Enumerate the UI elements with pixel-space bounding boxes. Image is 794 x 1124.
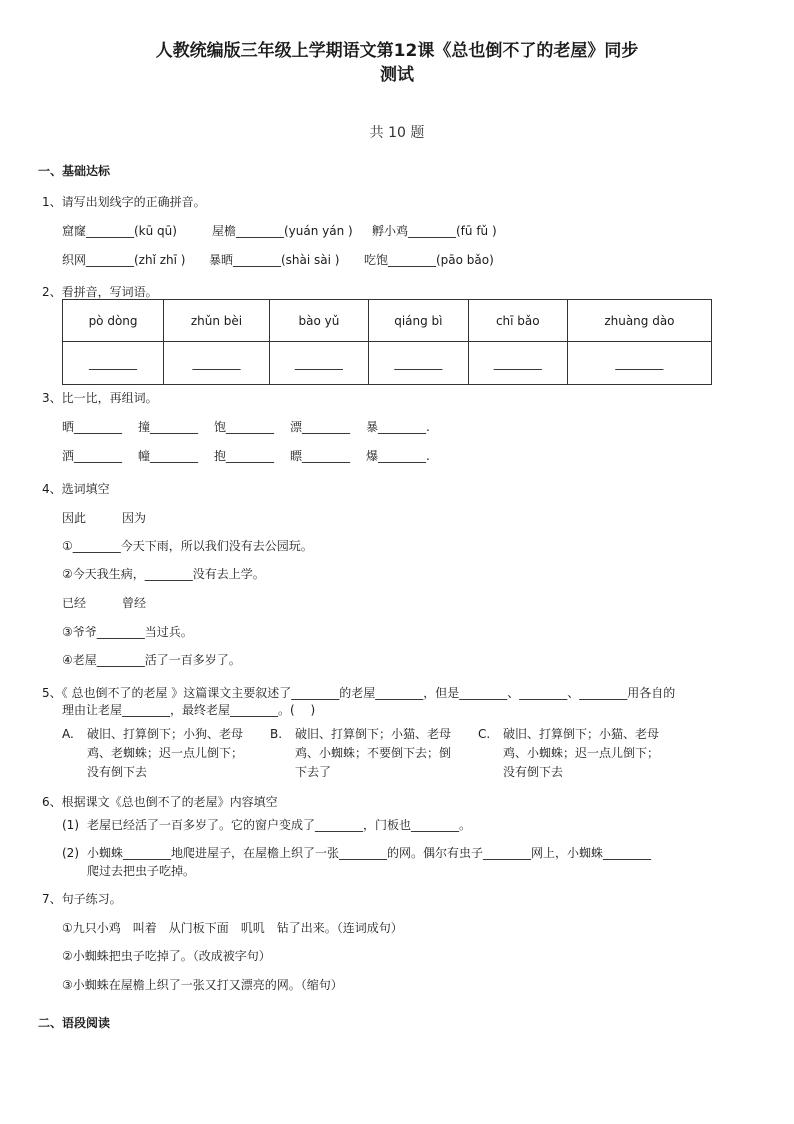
q1-item: 窟窿________(kū qū): [62, 224, 177, 238]
option-c-text: 鸡、小蜘蛛；迟一点儿倒下；: [503, 746, 660, 760]
pinyin-cell: chī bǎo: [468, 300, 567, 342]
option-c-text: 破旧、打算倒下；小猫、老母: [503, 727, 660, 741]
answer-blank[interactable]: ________: [567, 342, 711, 385]
q7-sentence: ①九只小鸡 叫着 从门板下面 叽叽 钻了出来。（连词成句）: [62, 921, 403, 935]
answer-blank[interactable]: ________: [468, 342, 567, 385]
page-title-line2: 测试: [380, 65, 414, 85]
pinyin-cell: qiáng bì: [368, 300, 468, 342]
q6-item-text: 老屋已经活了一百多岁了。它的窗户变成了________，门板也________。: [87, 818, 472, 832]
q1-stem: 1、请写出划线字的正确拼音。: [42, 195, 206, 209]
pinyin-cell: zhǔn bèi: [164, 300, 270, 342]
q7-sentence: ③小蜘蛛在屋檐上织了一张又打又漂亮的网。（缩句）: [62, 978, 343, 992]
option-b-text: 鸡、小蜘蛛；不要倒下去；倒: [295, 746, 452, 760]
option-a-label[interactable]: A.: [62, 727, 74, 741]
q4-sentence: ①________今天下雨，所以我们没有去公园玩。: [62, 539, 313, 553]
option-c-text: 没有倒下去: [503, 765, 564, 779]
q3-item: 暴________.: [366, 420, 430, 434]
answer-blank[interactable]: ________: [63, 342, 164, 385]
option-b-text: 破旧、打算倒下；小猫、老母: [295, 727, 452, 741]
option-c-label[interactable]: C.: [478, 727, 491, 741]
q6-item-text: 爬过去把虫子吃掉。: [87, 864, 196, 878]
section-heading-basics: 一、基础达标: [38, 164, 111, 178]
q3-item: 瞟________: [290, 449, 351, 463]
page-title-line1: 人教统编版三年级上学期语文第12课《总也倒不了的老屋》同步: [155, 41, 639, 61]
q4-word-choices: 因此 因为: [62, 511, 147, 525]
q6-item-number: (2): [62, 846, 79, 860]
q4-sentence: ③爷爷________当过兵。: [62, 625, 193, 639]
q1-item: 屋檐________(yuán yán ): [212, 224, 353, 238]
q1-item: 孵小鸡________(fū fǔ ): [372, 224, 497, 238]
q4-sentence: ②今天我生病，________没有去上学。: [62, 567, 265, 581]
option-a-text: 没有倒下去: [87, 765, 148, 779]
pinyin-table: [62, 299, 712, 385]
q6-item-number: (1): [62, 818, 79, 832]
option-b-text: 下去了: [295, 765, 332, 779]
pinyin-cell: zhuàng dào: [567, 300, 711, 342]
q3-item: 幢________: [138, 449, 199, 463]
q3-item: 饱________: [214, 420, 275, 434]
answer-blank[interactable]: ________: [368, 342, 468, 385]
option-b-label[interactable]: B.: [270, 727, 283, 741]
q1-item: 吃饱________(pāo bǎo): [364, 253, 494, 267]
q7-sentence: ②小蜘蛛把虫子吃掉了。（改成被字句）: [62, 949, 271, 963]
q7-stem: 7、句子练习。: [42, 892, 122, 906]
option-a-text: 破旧、打算倒下；小狗、老母: [87, 727, 244, 741]
pinyin-cell: pò dòng: [63, 300, 164, 342]
answer-blank[interactable]: ________: [269, 342, 368, 385]
q6-stem: 6、根据课文《总也倒不了的老屋》内容填空: [42, 795, 278, 809]
q3-item: 撞________: [138, 420, 199, 434]
section-heading-reading: 二、语段阅读: [38, 1016, 111, 1030]
q3-item: 洒________: [62, 449, 123, 463]
q1-item: 织网________(zhǐ zhī ): [62, 253, 186, 267]
q3-item: 晒________: [62, 420, 123, 434]
q3-item: 漂________: [290, 420, 351, 434]
answer-blank[interactable]: ________: [164, 342, 270, 385]
q1-item: 暴晒________(shài sài ): [209, 253, 340, 267]
q5-stem-line1: 5、《 总也倒不了的老屋 》这篇课文主要叙述了________的老屋________，但是________、________、________用各自的: [42, 686, 676, 700]
q4-sentence: ④老屋________活了一百多岁了。: [62, 653, 241, 667]
question-count: 共 10 题: [369, 125, 425, 141]
q3-item: 抱________: [214, 449, 275, 463]
option-a-text: 鸡、老蜘蛛；迟一点儿倒下；: [87, 746, 244, 760]
q3-item: 爆________.: [366, 449, 430, 463]
q4-word-choices: 已经 曾经: [62, 596, 147, 610]
pinyin-cell: bào yǔ: [269, 300, 368, 342]
q3-stem: 3、比一比，再组词。: [42, 391, 158, 405]
q2-stem: 2、看拼音，写词语。: [42, 285, 158, 299]
q6-item-text: 小蜘蛛________地爬进屋子，在屋檐上织了一张________的网。偶尔有虫子________网上，小蜘蛛________: [87, 846, 652, 860]
q4-stem: 4、选词填空: [42, 482, 110, 496]
q5-stem-line2: 理由让老屋________，最终老屋________。( ): [62, 703, 316, 717]
